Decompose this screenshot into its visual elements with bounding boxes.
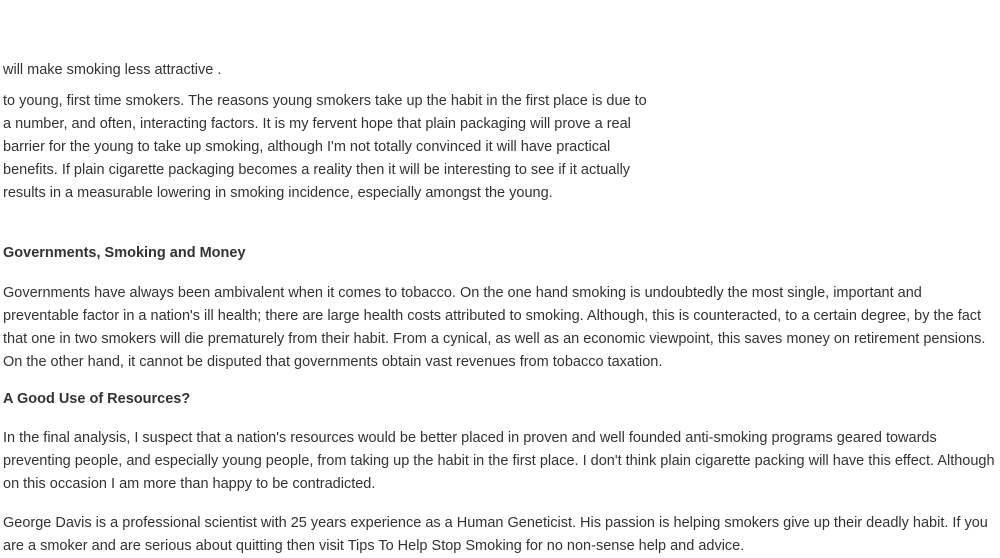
section-heading-governments: Governments, Smoking and Money — [3, 245, 246, 261]
section-heading-resources: A Good Use of Resources? — [3, 391, 191, 407]
text-fragment: will make smoking less attractive . — [3, 62, 222, 78]
author-bio-paragraph: George Davis is a professional scientist with 25 years experience as a Human Geneticist. His passion is helping smokers give up their deadly habit. If you are a smoker and are serious about quitting then visit Tips To Help Stop Smoking for no non-sense help and advice. — [3, 515, 988, 554]
section-paragraph-governments: Governments have always been ambivalent when it comes to tobacco. On the one hand smoking is undoubtedly the most single, important and preventable factor in a nation's ill health; there are large health costs attributed to smoking. Although, this is counteracted, to a certain degree, by the fact that one in two smokers will die prematurely from their habit. From a cynical, as well as an economic viewpoint, this saves money on retirement pensions. On the other hand, it cannot be disputed that governments obtain vast revenues from tobacco taxation. — [3, 285, 986, 370]
intro-paragraph: to young, first time smokers. The reasons young smokers take up the habit in the first place is due to a number, and often, interacting factors. It is my fervent hope that plain packaging will prove a real barrier for the young to take up smoking, although I'm not totally convinced it will have practical benefits. If plain cigarette packaging becomes a reality then it will be interesting to see if it actually results in a measurable lowering in smoking incidence, especially amongst the young. — [3, 93, 647, 201]
section-paragraph-resources: In the final analysis, I suspect that a nation's resources would be better placed in proven and well founded anti-smoking programs geared towards preventing people, and especially young people, from taking up the habit in the first place. I don't think plain cigarette packing will have this effect. Although on this occasion I am more than happy to be contradicted. — [3, 430, 995, 492]
